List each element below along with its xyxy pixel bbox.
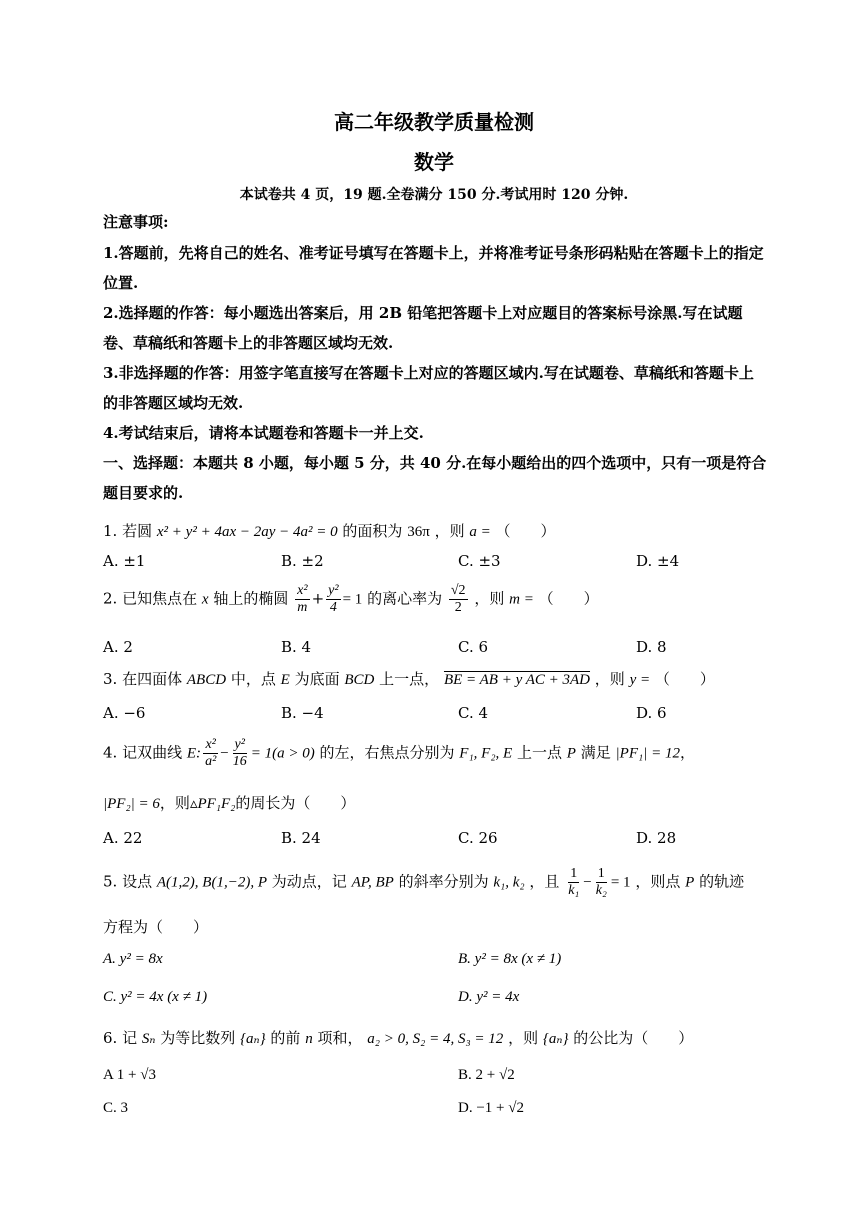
option-b: B. 24 [281,829,321,847]
vector-expression: BE = AB + y AC + 3AD [443,672,591,688]
note-item-4: 4.考试结束后，请将本试题卷和答题卡一并上交. [103,424,424,442]
question-5: 5. 设点 A(1,2), B(1,−2), P 为动点，记 AP, BP 的斜率分别为 k₁, k₂ ，且 $\frac{1}{\text{k₁}}$ − $\frac{1}{\text{k₂}}$ = 1 ，则点 P 的轨迹 [103,866,745,898]
fraction: $\frac{1}{\text{k₂}}$ [595,866,607,898]
question-1: 1. 若圆 x² + y² + 4ax − 2ay − 4a² = 0 的面积为 36π ，则 a = （ ） [103,522,556,540]
math-expression: x² + y² + 4ax − 2ay − 4a² = 0 [156,524,338,540]
exam-title: 高二年级教学质量检测 [334,110,534,134]
option-c: C. 4 [458,704,489,722]
fraction: $\frac{\text{x²}}{\text{a²}}$ [205,737,217,769]
option-d: D. ±4 [636,552,680,570]
exam-intro: 本试卷共 4 页，19 题.全卷满分 150 分.考试用时 120 分钟. [239,187,629,203]
fraction: $\frac{\text{x²}}{m}$ [297,583,308,615]
question-6: 6. 记 Sₙ 为等比数列 {aₙ} 的前 n 项和， a₂ > 0, S₂ = 4, S₃ = 12 ，则 {aₙ} 的公比为（ ） [103,1029,694,1047]
option-c: C. ±3 [458,552,501,570]
question-number: 1. [103,522,118,540]
option-a: A. −6 [103,704,146,722]
option-b: B. 2 + √2 [458,1067,515,1083]
option-a: A. y² = 8x [103,951,163,967]
option-b: B. −4 [281,704,324,722]
note-item-3: 3.非选择题的作答：用签字笔直接写在答题卡上对应的答题区域内.写在试题卷、草稿纸和答题卡上的非答题区域均无效. [103,364,754,412]
fraction: $\frac{1}{\text{k₁}}$ [568,866,580,898]
fraction: $\frac{\text{y²}}{16}$ [232,737,247,769]
option-d: D. 8 [636,638,667,656]
option-d: D. 6 [636,704,667,722]
option-b: B. ±2 [281,552,324,570]
note-item-1: 1.答题前，先将自己的姓名、准考证号填写在答题卡上，并将准考证号条形码粘贴在答题卡上的指定位置. [103,244,764,292]
option-c: C. 3 [103,1100,129,1116]
section1-heading: 一、选择题：本题共 8 小题，每小题 5 分，共 40 分.在每小题给出的四个选项中，只有一项是符合题目要求的. [103,454,767,502]
question-number: 4. [103,743,118,762]
option-d: D. 28 [636,829,677,847]
question-number: 6. [103,1029,118,1047]
note-item-2: 2.选择题的作答：每小题选出答案后，用 2B 铅笔把答题卡上对应题目的答案标号涂黑.写在试题卷、草稿纸和答题卡上的非答题区域均无效. [103,304,743,352]
option-c: C. 6 [458,638,489,656]
exam-subject: 数学 [414,150,454,174]
option-a: A 1 + √3 [103,1067,156,1083]
option-d: D. −1 + √2 [458,1100,524,1116]
question-number: 5. [103,872,118,891]
option-d: D. y² = 4x [458,989,520,1005]
fraction: $\frac{\text{y²}}{4}$ [328,583,339,615]
question-4: 4. 记双曲线 E: $\frac{\text{x²}}{\text{a²}}$ − $\frac{\text{y²}}{16}$ = 1(a > 0) 的左，右焦点分别为 F₁, F₂, E 上一点 P 满足 |PF₁| = 12， [103,737,695,769]
question-number: 3. [103,670,118,688]
option-c: C. y² = 4x (x ≠ 1) [103,989,208,1005]
option-a: A. 22 [103,829,143,847]
option-b: B. y² = 8x (x ≠ 1) [458,951,562,967]
option-a: A. 2 [103,638,133,656]
option-b: B. 4 [281,638,312,656]
question-2: 2. 已知焦点在 x 轴上的椭圆 $\frac{\text{x²}}{m}$ + $\frac{\text{y²}}{4}$ = 1 的离心率为 $\frac{√2}{2}$ ，则 m = （ ） [103,583,599,615]
question-4-line-2: |PF₂| = 6，则▵PF₁F₂的周长为（ ） [103,794,356,812]
option-a: A. ±1 [103,552,146,570]
option-c: C. 26 [458,829,498,847]
question-number: 2. [103,589,118,608]
notes-heading: 注意事项: [103,213,169,231]
question-3: 3. 在四面体 ABCD 中，点 E 为底面 BCD 上一点， BE = AB + y AC + 3AD ，则 y = （ ） [103,670,715,688]
fraction: $\frac{√2}{2}$ [450,583,466,615]
question-5-line-2: 方程为（ ） [103,918,209,936]
